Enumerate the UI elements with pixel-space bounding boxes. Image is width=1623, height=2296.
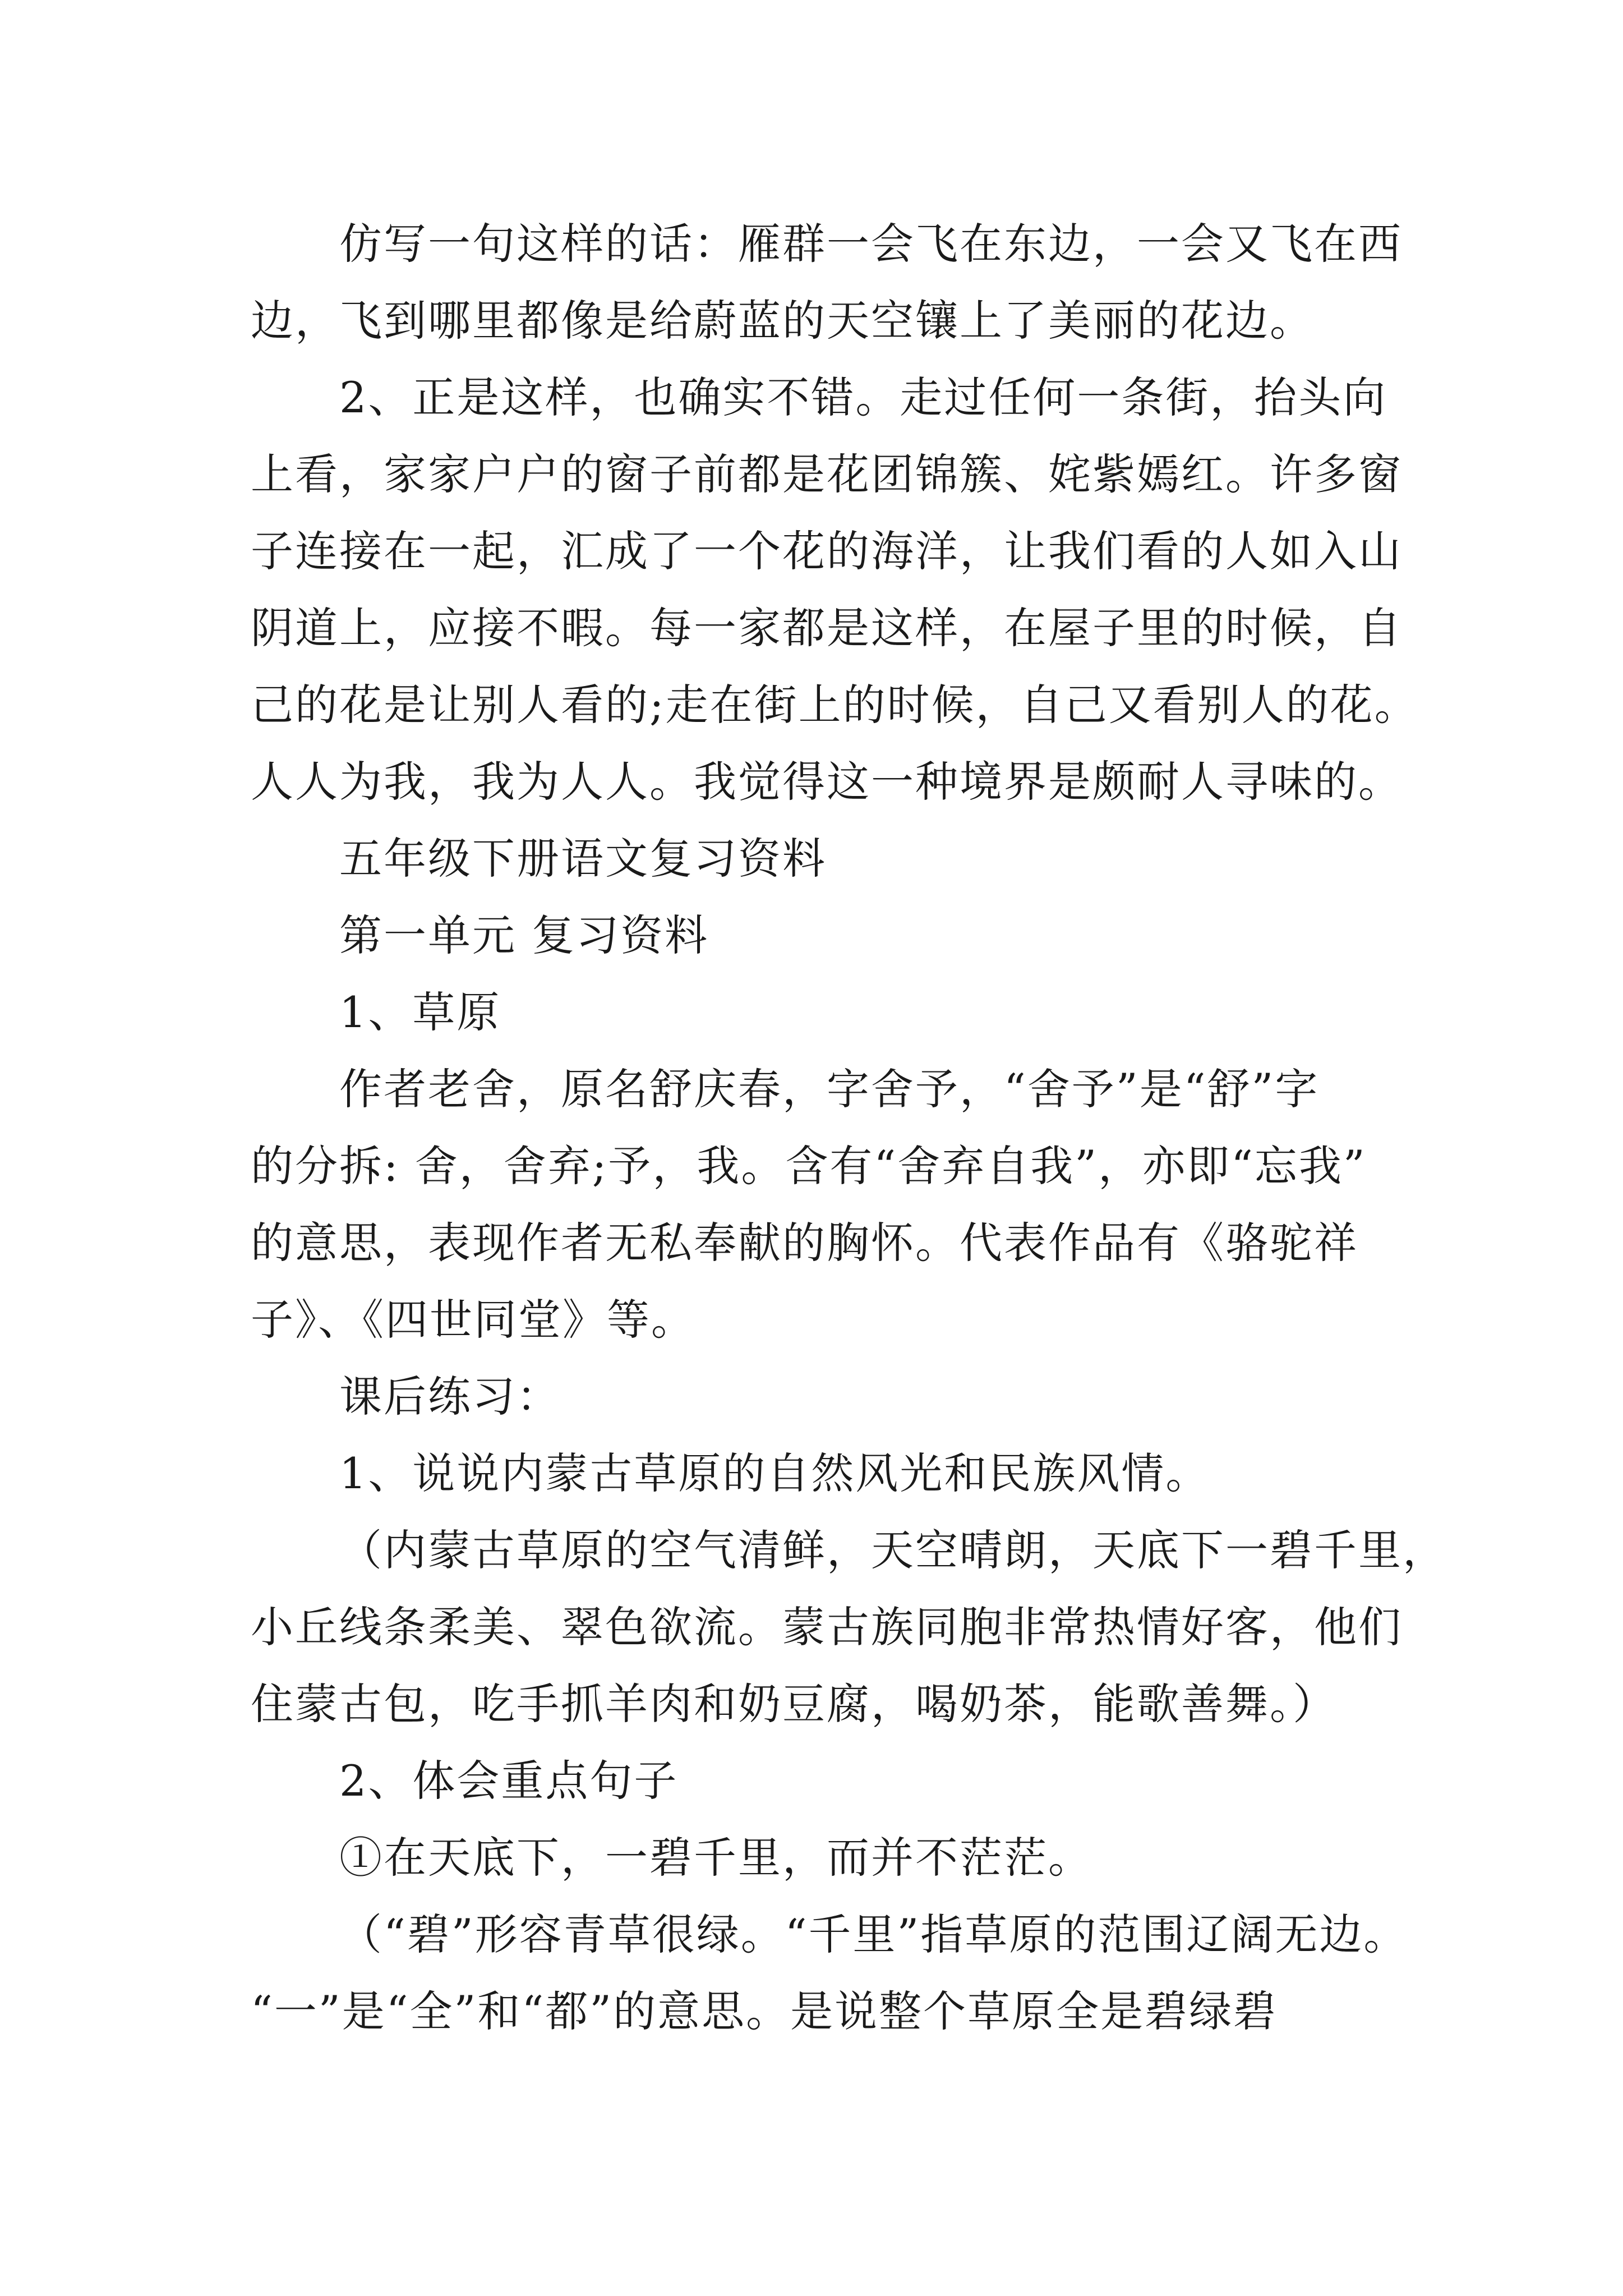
text-line: 1、说说内蒙古草原的自然风光和民族风情。 (339, 1448, 1210, 1498)
text-line: 的意思，表现作者无私奉献的胸怀。代表作品有《骆驼祥 (251, 1218, 1358, 1268)
exercise-answer-1 (251, 1512, 1541, 1742)
text-line: （内蒙古草原的空气清鲜，天空晴朗，天底下一碧千里， (339, 1525, 1447, 1575)
text-line: 阴道上，应接不暇。每一家都是这样，在屋子里的时候，自 (251, 603, 1403, 653)
lesson-title-text: 1、草原 (339, 987, 501, 1037)
text-line: 的分拆: 舍，舍弃;予，我。含有“舍弃自我”，亦即“忘我” (251, 1141, 1367, 1191)
key-sentence-1 (251, 1819, 1541, 1896)
paragraph-flowers-passage (251, 359, 1541, 820)
text-line: 2、体会重点句子 (339, 1756, 679, 1806)
text-line: 住蒙古包，吃手抓羊肉和奶豆腐，喝奶茶，能歌善舞。） (251, 1679, 1337, 1729)
text-line: 上看，家家户户的窗子前都是花团锦簇、姹紫嫣红。许多窗 (251, 449, 1403, 499)
lesson-title (251, 974, 1541, 1051)
section-title-text: 五年级下册语文复习资料 (339, 834, 827, 884)
unit-title-text: 第一单元 复习资料 (339, 910, 709, 960)
text-line: 子连接在一起，汇成了一个花的海洋，让我们看的人如入山 (251, 526, 1403, 576)
section-title (251, 820, 1541, 897)
text-line: “一”是“全”和“都”的意思。是说整个草原全是碧绿碧 (251, 1986, 1278, 2036)
paragraph-author-info (251, 1051, 1541, 1358)
text-line: 人人为我，我为人人。我觉得这一种境界是颇耐人寻味的。 (251, 757, 1403, 807)
text-line: （“碧”形容青草很绿。“千里”指草原的范围辽阔无边。 (339, 1910, 1408, 1959)
text-line: 子》、《四世同堂》等。 (251, 1295, 695, 1345)
exercise-heading-text: 课后练习： (339, 1372, 561, 1421)
text-line: 仿写一句这样的话：雁群一会飞在东边，一会又飞在西 (339, 219, 1403, 269)
text-line: 边，飞到哪里都像是给蔚蓝的天空镶上了美丽的花边。 (251, 296, 1314, 346)
exercise-question-1 (251, 1435, 1541, 1512)
key-sentence-explanation (251, 1896, 1541, 2050)
text-line: 小丘线条柔美、翠色欲流。蒙古族同胞非常热情好客，他们 (251, 1602, 1403, 1652)
text-line: 作者老舍，原名舒庆春，字舍予，“舍予”是“舒”字 (339, 1064, 1320, 1114)
unit-title (251, 897, 1541, 974)
text-line: 2、正是这样，也确实不错。走过任何一条街，抬头向 (339, 372, 1387, 422)
exercise-question-2 (251, 1742, 1541, 1819)
text-line: 己的花是让别人看的;走在街上的时候，自己又看别人的花。 (251, 680, 1419, 730)
exercise-heading (251, 1358, 1541, 1435)
document-body (251, 205, 1541, 2050)
text-line: ①在天底下，一碧千里，而并不茫茫。 (339, 1833, 1092, 1883)
paragraph-imitation-sentence (251, 205, 1541, 359)
